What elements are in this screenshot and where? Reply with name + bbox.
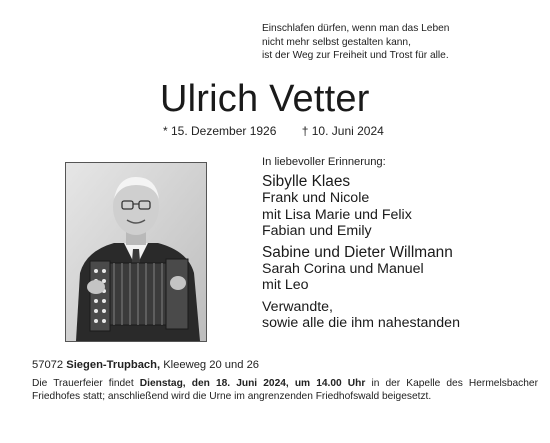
mourner-group: [262, 174, 460, 240]
quote-line: nicht mehr selbst gestalten kann,: [262, 36, 411, 48]
address-street: Kleeweg 20 und 26: [163, 359, 260, 371]
address-postcode: 57072: [32, 359, 64, 371]
mourner-line: Frank und Nicole: [262, 190, 370, 207]
service-date: Dienstag, den 18. Juni 2024, um 14.00 Uhr: [139, 378, 366, 389]
birth-date: * 15. Dezember 1926: [163, 124, 277, 138]
mourner-group: [262, 245, 460, 294]
portrait-photo: [65, 162, 207, 342]
portrait-image: [66, 163, 206, 341]
service-text-start: Die Trauerfeier findet: [32, 378, 134, 389]
mourner-group: [262, 299, 460, 332]
mourner-line: Sabine und Dieter Willmann: [262, 243, 453, 261]
mourner-line: Sarah Corina und Manuel: [262, 261, 424, 278]
death-date: † 10. Juni 2024: [301, 124, 384, 138]
deceased-name: Ulrich Vetter: [160, 78, 370, 120]
mourner-line: mit Lisa Marie und Felix: [262, 206, 412, 223]
family-address: [32, 358, 259, 372]
address-city: Siegen-Trupbach,: [66, 359, 161, 371]
mourner-line: Verwandte,: [262, 298, 333, 315]
quote-line: ist der Weg zur Freiheit und Trost für alle.: [262, 50, 449, 62]
remembrance-intro: In liebevoller Erinnerung:: [262, 156, 386, 168]
mourners-list: [262, 174, 460, 337]
service-text-end: in der Kapelle des Hermelsbacher Friedhofes statt; anschließend wird die Urne im angrenzenden Friedhofswald beigesetzt.: [32, 378, 538, 402]
funeral-service-info: [32, 378, 538, 403]
life-dates: [163, 124, 384, 139]
memorial-quote: [262, 22, 532, 63]
mourner-line: Sibylle Klaes: [262, 173, 351, 190]
mourner-line: mit Leo: [262, 277, 309, 294]
mourner-line: Fabian und Emily: [262, 223, 372, 240]
mourner-line: sowie alle die ihm nahestanden: [262, 315, 460, 332]
quote-line: Einschlafen dürfen, wenn man das Leben: [262, 23, 450, 34]
